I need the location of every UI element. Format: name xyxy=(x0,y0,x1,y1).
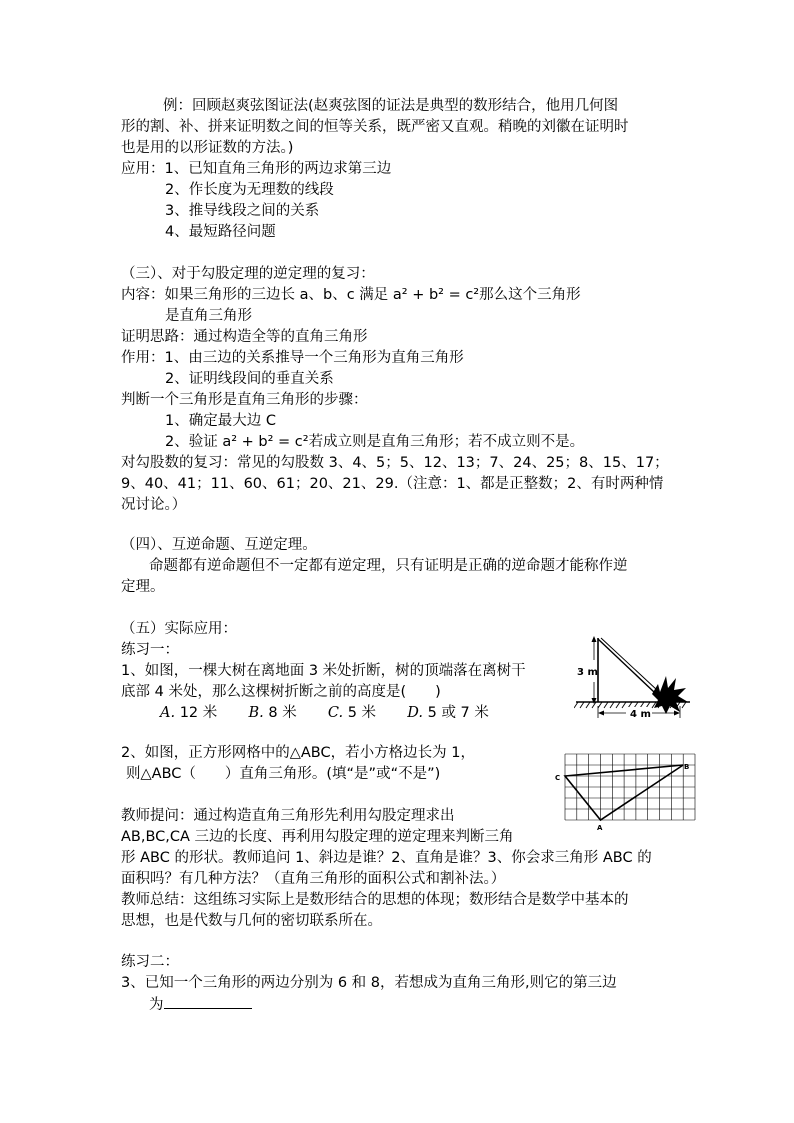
section3-content-1: 内容：如果三角形的三边长 a、b、c 满足 a² + b² = c²那么这个三角形 xyxy=(121,287,581,303)
grid-triangle-figure xyxy=(553,748,699,832)
q1-line-1: 1、如图，一棵大树在离地面 3 米处折断，树的顶端落在离树干 xyxy=(121,663,526,679)
vertex-a-label: A xyxy=(597,824,603,832)
practice-2-title: 练习二： xyxy=(121,954,179,970)
teacher-question-3: 形 ABC 的形状。教师追问 1、斜边是谁？2、直角是谁？3、你会求三角形 ABC 的 xyxy=(121,850,652,866)
section3-proof: 证明思路：通过构造全等的直角三角形 xyxy=(121,329,368,345)
q3-line-2 xyxy=(149,994,252,1015)
section3-triples-3: 况讨论。） xyxy=(121,497,187,513)
teacher-summary-2: 思想，也是代数与几何的密切联系所在。 xyxy=(121,913,382,929)
q3-line-1: 3、已知一个三角形的两边分别为 6 和 8，若想成为直角三角形,则它的第三边 xyxy=(121,975,617,991)
section4-heading: （四）、互逆命题、互逆定理。 xyxy=(121,537,317,553)
tree-crown-icon xyxy=(652,676,688,714)
tree-height-label: 3 m xyxy=(577,667,598,678)
example-line-3: 也是用的以形证数的方法。) xyxy=(121,140,294,156)
teacher-question-1: 教师提问：通过构造直角三角形先利用勾股定理求出 xyxy=(121,808,455,824)
q1-option-b: B. 8 米 xyxy=(248,705,297,721)
section3-triples-2: 9、40、41；11、60、61；20、21、29.（注意：1、都是正整数；2、有时两种情 xyxy=(121,476,664,492)
section3-content-2: 是直角三角形 xyxy=(165,308,252,324)
teacher-question-2: AB,BC,CA 三边的长度、再利用勾股定理的逆定理来判断三角 xyxy=(121,829,514,845)
practice-1-title: 练习一： xyxy=(121,642,179,658)
q1-options xyxy=(160,703,489,723)
q2-line-1: 2、如图，正方形网格中的△ABC，若小方格边长为 1， xyxy=(121,745,475,761)
application-line-3: 3、推导线段之间的关系 xyxy=(165,203,320,219)
tree-base-label: 4 m xyxy=(630,709,651,720)
example-line-1: 例：回顾赵爽弦图证法(赵爽弦图的证法是典型的数形结合，他用几何图 xyxy=(163,98,619,114)
teacher-summary-1: 教师总结：这组练习实际上是数形结合的思想的体现；数形结合是数学中基本的 xyxy=(121,892,629,908)
vertex-c-label: C xyxy=(555,774,561,782)
q1-option-a: A. 12 米 xyxy=(160,705,218,721)
example-line-2: 形的割、补、拼来证明数之间的恒等关系，既严密又直观。稍晚的刘徽在证明时 xyxy=(121,119,629,135)
section3-use-1: 作用：1、由三边的关系推导一个三角形为直角三角形 xyxy=(121,350,464,366)
section3-step-2: 2、验证 a² + b² = c²若成立则是直角三角形；若不成立则不是。 xyxy=(165,434,585,450)
q1-option-c: C. 5 米 xyxy=(327,705,377,721)
q1-option-d: D. 5 或 7 米 xyxy=(407,705,489,721)
section3-use-2: 2、证明线段间的垂直关系 xyxy=(165,371,334,387)
section3-triples-1: 对勾股数的复习：常见的勾股数 3、4、5；5、12、13；7、24、25；8、15、17； xyxy=(121,455,669,471)
q3-label: 为 xyxy=(149,997,164,1013)
q1-line-2: 底部 4 米处，那么这棵树折断之前的高度是( ) xyxy=(121,684,441,700)
application-line-4: 4、最短路径问题 xyxy=(165,224,276,240)
vertex-b-label: B xyxy=(684,763,690,771)
q2-line-2: 则△ABC（ ）直角三角形。(填“是”或“不是”) xyxy=(126,766,441,782)
application-line-1: 应用：1、已知直角三角形的两边求第三边 xyxy=(121,161,392,177)
section4-line-1: 命题都有逆命题但不一定都有逆定理，只有证明是正确的逆命题才能称作逆 xyxy=(149,558,628,574)
answer-blank xyxy=(164,994,252,1009)
application-line-2: 2、作长度为无理数的线段 xyxy=(165,182,334,198)
section3-steps-title: 判断一个三角形是直角三角形的步骤： xyxy=(121,392,368,408)
section3-step-1: 1、确定最大边 C xyxy=(165,413,276,429)
section3-heading: （三）、对于勾股定理的逆定理的复习： xyxy=(121,266,375,282)
section5-heading: （五）实际应用： xyxy=(121,621,237,637)
section4-line-2: 定理。 xyxy=(121,579,165,595)
broken-tree-figure xyxy=(574,632,692,720)
teacher-question-4: 面积吗？有几种方法？（直角三角形的面积公式和割补法。） xyxy=(121,871,506,887)
